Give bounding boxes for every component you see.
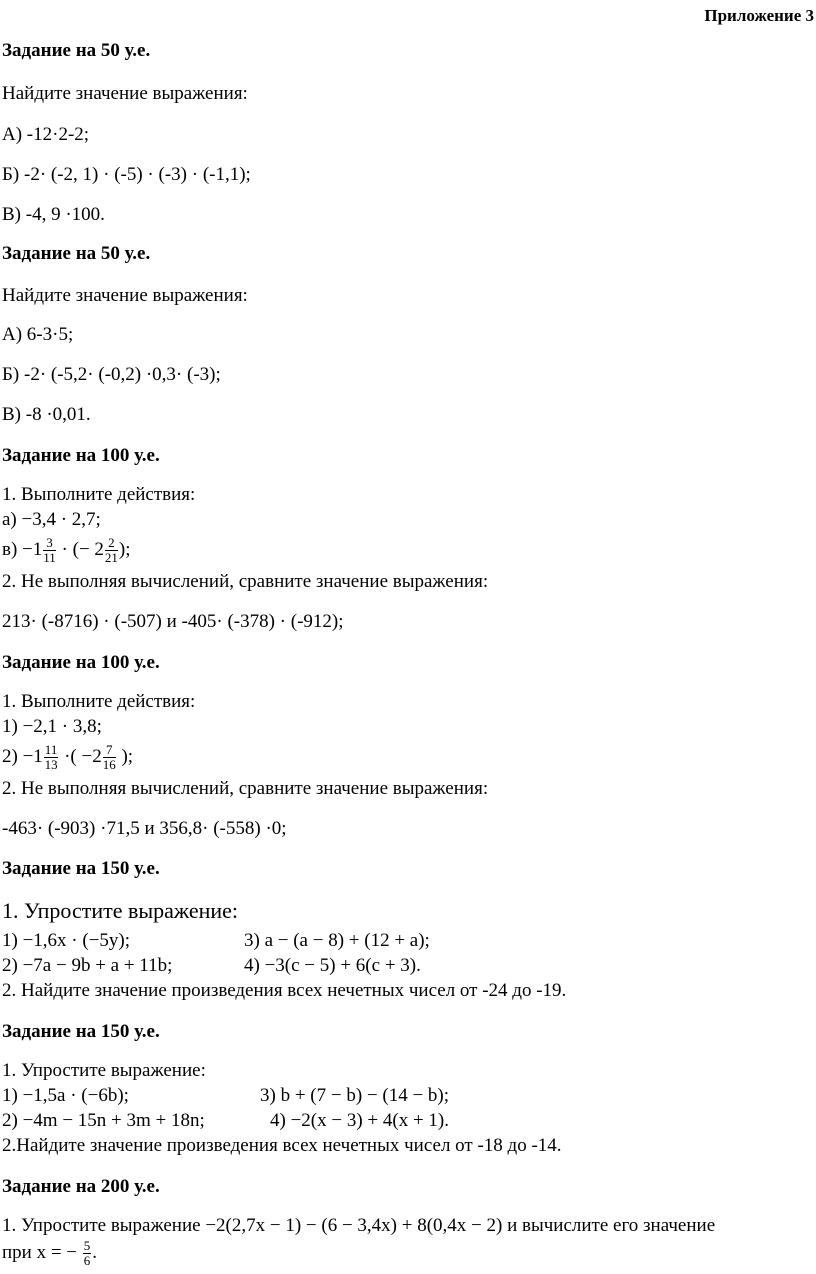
task-question: 2.Найдите значение произведения всех нечетных чисел от -18 до -14. bbox=[2, 1135, 562, 1156]
expression-3: 3) b + (7 − b) − (14 − b); bbox=[260, 1085, 450, 1106]
task-title: Задание на 50 у.е. bbox=[2, 243, 151, 264]
task-question: 1. Выполните действия: bbox=[2, 484, 196, 505]
task-question: 1. Упростите выражение: bbox=[2, 1060, 206, 1081]
task-item-a: а) −3,4 · 2,7; bbox=[2, 509, 101, 530]
task-item-b: в) −1 $\frac{3}{11}$ · (− 2 $\frac{2}{21}$ ); bbox=[2, 535, 131, 566]
task-question: 2. Не выполняя вычислений, сравните значение выражения: bbox=[2, 571, 489, 592]
task-title: Задание на 150 у.е. bbox=[2, 858, 160, 879]
task-question: 2. Найдите значение произведения всех нечетных чисел от -24 до -19. bbox=[2, 980, 567, 1001]
expression-4: 4) −2(x − 3) + 4(x + 1). bbox=[270, 1110, 449, 1131]
fraction: $\frac{7}{16}$ bbox=[102, 742, 116, 773]
task-instruction: Найдите значение выражения: bbox=[2, 83, 248, 104]
appendix-label: Приложение 3 bbox=[704, 6, 814, 25]
expression-3: 3) a − (a − 8) + (12 + a); bbox=[244, 930, 430, 951]
task-item-a: А) -12·2-2; bbox=[2, 124, 90, 145]
task-item-c: В) -8 ·0,01. bbox=[2, 404, 91, 425]
task-compare: 213· (-8716) · (-507) и -405· (-378) · (-912); bbox=[2, 611, 344, 632]
fraction: $\frac{11}{13}$ bbox=[44, 742, 58, 773]
task-item-b: Б) -2· (-5,2· (-0,2) ·0,3· (-3); bbox=[2, 364, 221, 385]
task-title: Задание на 50 у.е. bbox=[2, 40, 151, 61]
task-question: 2. Не выполняя вычислений, сравните значение выражения: bbox=[2, 778, 489, 799]
task-item-c: В) -4, 9 ·100. bbox=[2, 204, 105, 225]
expression-4: 4) −3(c − 5) + 6(c + 3). bbox=[244, 955, 421, 976]
task-question: 1. Выполните действия: bbox=[2, 691, 196, 712]
expression-1: 1) −1,5a · (−6b); bbox=[2, 1085, 129, 1106]
fraction: $\frac{2}{21}$ bbox=[104, 535, 118, 566]
expression-2: 2) −4m − 15n + 3m + 18n; bbox=[2, 1110, 205, 1131]
task-item-a: 1) −2,1 · 3,8; bbox=[2, 716, 102, 737]
task-instruction: Найдите значение выражения: bbox=[2, 285, 248, 306]
task-question: 1. Упростите выражение −2(2,7x − 1) − (6 − 3,4x) + 8(0,4x − 2) и вычислите его значение bbox=[2, 1215, 716, 1236]
task-title: Задание на 150 у.е. bbox=[2, 1021, 160, 1042]
task-question-cont: при x = − $\frac{5}{6}$ . bbox=[2, 1238, 98, 1269]
task-title: Задание на 200 у.е. bbox=[2, 1176, 160, 1197]
task-item-a: А) 6-3·5; bbox=[2, 324, 74, 345]
task-compare: -463· (-903) ·71,5 и 356,8· (-558) ·0; bbox=[2, 818, 287, 839]
task-item-b: Б) -2· (-2, 1) · (-5) · (-3) · (-1,1); bbox=[2, 164, 251, 185]
task-title: Задание на 100 у.е. bbox=[2, 652, 160, 673]
task-question: 1. Упростите выражение: bbox=[2, 898, 239, 923]
expression-1: 1) −1,6x · (−5y); bbox=[2, 930, 131, 951]
fraction: $\frac{3}{11}$ bbox=[43, 535, 56, 566]
fraction: $\frac{5}{6}$ bbox=[83, 1238, 91, 1269]
expression-2: 2) −7a − 9b + a + 11b; bbox=[2, 955, 173, 976]
task-item-b: 2) −1 $\frac{11}{13}$ ·( −2 $\frac{7}{16}$ ); bbox=[2, 742, 134, 773]
task-title: Задание на 100 у.е. bbox=[2, 445, 160, 466]
